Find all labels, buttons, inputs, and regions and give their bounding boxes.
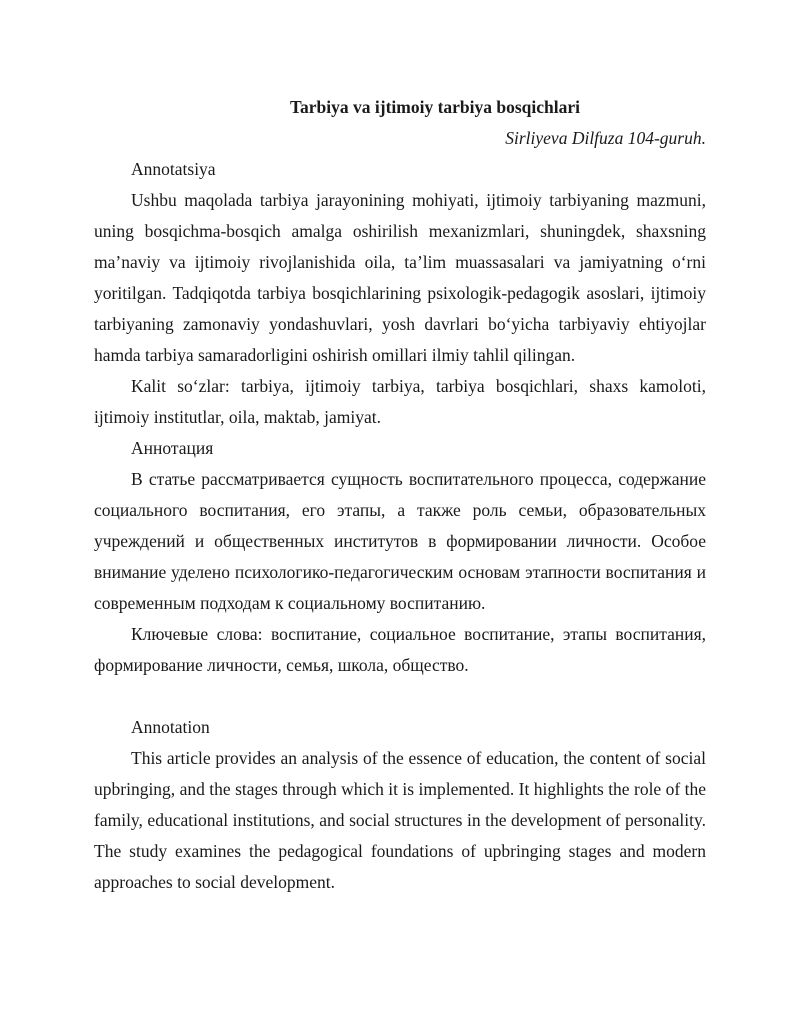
document-author: Sirliyeva Dilfuza 104-guruh.: [505, 128, 706, 148]
document-page: [94, 92, 706, 898]
en-abstract-paragraph: This article provides an analysis of the essence of education, the content of social upbringing, and the stages through which it is implemented. It highlights the role of the family, educational institutions, and social structures in the development of personality. The study examines the pedagogical foundations of upbringing stages and modern approaches to social development.: [94, 748, 706, 892]
uz-keywords-paragraph: Kalit so‘zlar: tarbiya, ijtimoiy tarbiya, tarbiya bosqichlari, shaxs kamoloti, ijtimoiy institutlar, oila, maktab, jamiyat.: [94, 376, 706, 427]
ru-annotation-heading: Аннотация: [131, 438, 214, 458]
document-title: Tarbiya va ijtimoiy tarbiya bosqichlari: [289, 97, 581, 117]
ru-keywords-paragraph: Ключевые слова: воспитание, социальное воспитание, этапы воспитания, формирование личности, семья, школа, общество.: [94, 624, 706, 675]
ru-abstract-paragraph: В статье рассматривается сущность воспитательного процесса, содержание социального воспитания, его этапы, а также роль семьи, образовательных учреждений и общественных институтов в формировании личности. Особое внимание уделено психологико-педагогическим основам этапности воспитания и современным подходам к социальному воспитанию.: [94, 469, 706, 613]
uz-annotation-heading: Annotatsiya: [131, 159, 216, 179]
uz-abstract-paragraph: Ushbu maqolada tarbiya jarayonining mohiyati, ijtimoiy tarbiyaning mazmuni, uning bosqichma-bosqich amalga oshirilish mexanizmlari, shuningdek, shaxsning ma’naviy va ijtimoiy rivojlanishida oila, ta’lim muassasalari va jamiyatning o‘rni yoritilgan. Tadqiqotda tarbiya bosqichlarining psixologik-pedagogik asoslari, ijtimoiy tarbiyaning zamonaviy yondashuvlari, yosh davrlari bo‘yicha tarbiyaviy ehtiyojlar hamda tarbiya samaradorligini oshirish omillari ilmiy tahlil qilingan.: [94, 190, 706, 365]
en-annotation-heading: Annotation: [131, 717, 210, 737]
section-spacer: [94, 681, 706, 712]
